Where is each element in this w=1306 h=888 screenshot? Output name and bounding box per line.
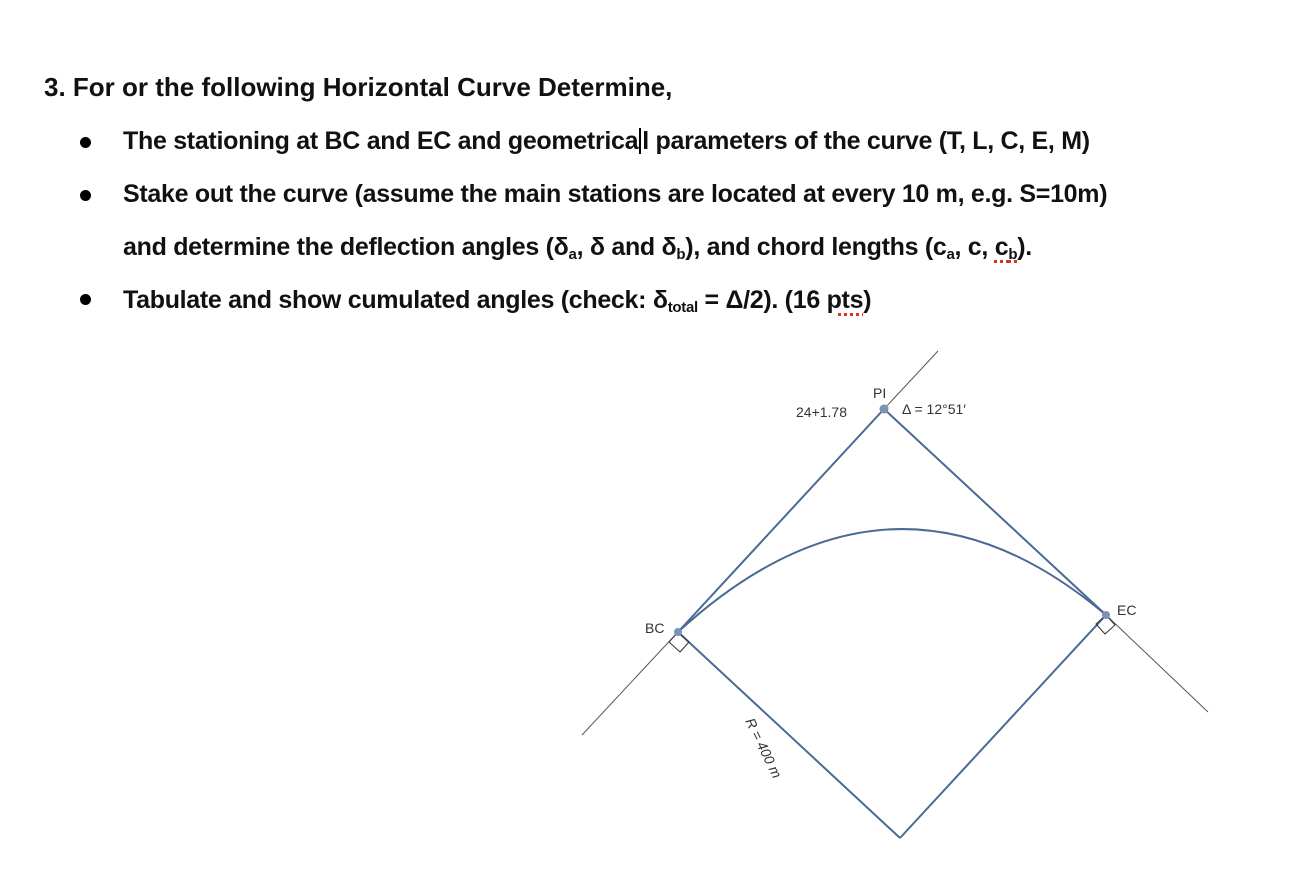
bullet-text: c (994, 233, 1009, 261)
ec-point (1102, 611, 1110, 619)
bullet-text: , δ and δ (576, 233, 677, 261)
radius-line-ec (900, 615, 1106, 838)
curve-arc (678, 529, 1106, 632)
bullet-text: ), and chord lengths (c (685, 233, 947, 261)
bc-point (674, 628, 682, 636)
ec-tangent-extension (1106, 615, 1208, 712)
question-heading: 3. For or the following Horizontal Curve Determine, (44, 72, 673, 102)
subscript: a (568, 246, 577, 263)
subscript: b (1008, 246, 1018, 263)
subscript: a (946, 246, 955, 263)
bullet-text: The stationing at BC and EC and geometrica (123, 127, 639, 155)
bc-label: BC (645, 620, 665, 636)
bullet-text: l parameters of the curve (T, L, C, E, M) (642, 127, 1090, 155)
bullet-text: ) (863, 286, 872, 314)
forward-tangent-line (884, 409, 1106, 615)
pi-point (880, 405, 889, 414)
delta-angle-label: Δ = 12°51′ (902, 401, 966, 417)
back-tangent-line (678, 409, 884, 632)
pi-label: PI (873, 385, 887, 401)
bullet-text: = Δ/2). (16 (697, 286, 827, 314)
back-tangent-extension (582, 632, 678, 735)
radius-line-bc (678, 632, 900, 838)
subscript: total (667, 299, 698, 316)
subscript: b (676, 246, 686, 263)
bullet-text: Tabulate and show cumulated angles (check: δ (123, 286, 668, 314)
ec-label: EC (1117, 602, 1137, 618)
bullet-text: and determine the deflection angles (δ (123, 233, 569, 261)
pi-station-label: 24+1.78 (796, 404, 847, 420)
bullet-text: ). (1017, 233, 1032, 261)
bullet-text: , c, (954, 233, 995, 261)
spellcheck-flag[interactable]: pts (826, 286, 864, 314)
radius-label: R = 400 m (742, 715, 786, 781)
bullet-item-stakeout-line1: Stake out the curve (assume the main stations are located at every 10 m, e.g. S=10m) (123, 180, 1108, 208)
